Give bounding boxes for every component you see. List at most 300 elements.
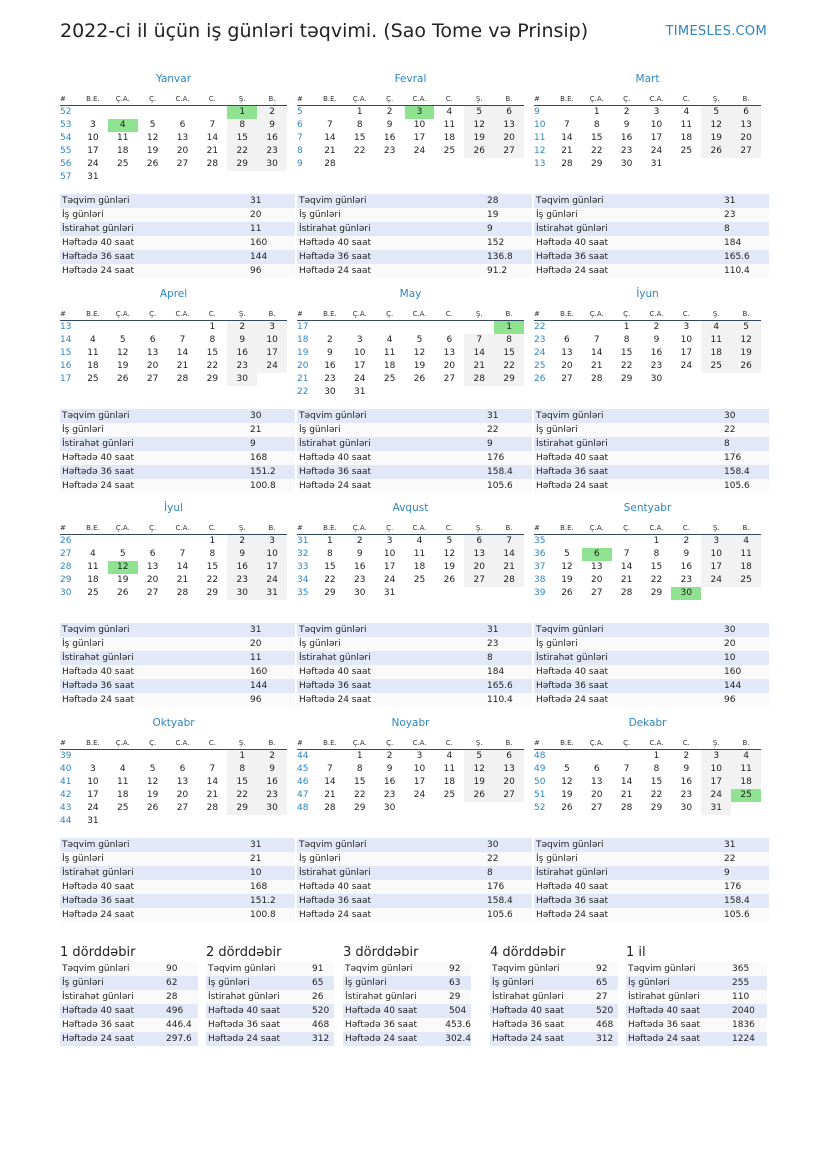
day-cell: 19 (443, 562, 456, 572)
stats-row (297, 236, 532, 250)
day-cell: 10 (87, 777, 99, 787)
stats-label: Həftədə 40 saat (62, 1006, 135, 1016)
day-cell: 15 (227, 776, 257, 789)
day-cell: 27 (731, 145, 761, 158)
day-cell: 6 (446, 335, 453, 345)
stats-label: Həftədə 40 saat (62, 238, 135, 248)
stats-label: Həftədə 36 saat (299, 681, 372, 691)
day-cell: 24 (257, 574, 287, 587)
day-cell: 21 (620, 790, 633, 800)
day-cell: 10 (87, 133, 99, 143)
day-cell: 3 (257, 321, 287, 334)
empty-cell (434, 386, 464, 399)
day-cell: 5 (119, 335, 126, 345)
week-number: 46 (297, 777, 309, 787)
stats-value: 30 (250, 411, 262, 421)
stats-label: Həftədə 36 saat (492, 1020, 565, 1030)
stats-label: Həftədə 36 saat (62, 681, 135, 691)
day-cell: 18 (701, 347, 731, 360)
month-grid (60, 308, 287, 386)
day-cell: 14 (206, 133, 219, 143)
weekday-header: C. (671, 308, 701, 321)
stats-value: 20 (250, 210, 262, 220)
week-number: 13 (534, 159, 546, 169)
day-cell: 22 (206, 575, 219, 585)
stats-row (297, 479, 532, 493)
weekday-header: Ç. (375, 308, 405, 321)
quarter-summary (626, 944, 767, 1046)
day-cell: 7 (494, 535, 524, 548)
stats-value: 100.8 (250, 910, 276, 920)
stats-value: 22 (724, 854, 736, 864)
day-cell: 6 (464, 535, 494, 548)
quarter-title: 2 dörddəbir (206, 945, 282, 960)
day-cell: 8 (653, 764, 660, 774)
stats-value: 29 (449, 992, 461, 1002)
stats-value: 468 (596, 1020, 614, 1030)
day-cell: 26 (443, 575, 456, 585)
day-cell: 27 (176, 159, 189, 169)
empty-cell (375, 321, 405, 334)
day-cell: 19 (561, 790, 573, 800)
stats-row (297, 409, 532, 423)
stats-label: Həftədə 24 saat (299, 481, 372, 491)
stats-row (60, 623, 295, 637)
stats-value: 31 (724, 840, 736, 850)
stats-row (534, 651, 769, 665)
weekday-header: C. (434, 93, 464, 106)
week-number: 15 (60, 348, 72, 358)
week-number: 27 (60, 549, 72, 559)
stats-value: 31 (250, 625, 262, 635)
stats-value: 96 (250, 266, 262, 276)
day-cell: 26 (146, 803, 159, 813)
weekday-header: C. (671, 522, 701, 535)
weekday-header: B. (257, 522, 287, 535)
day-cell: 17 (413, 777, 426, 787)
day-cell: 24 (383, 575, 396, 585)
day-cell: 20 (464, 561, 494, 574)
day-cell: 6 (494, 106, 524, 119)
day-cell: 24 (701, 789, 731, 802)
empty-cell (464, 386, 494, 399)
day-cell: 5 (416, 335, 423, 345)
day-cell: 5 (149, 120, 156, 130)
day-cell: 31 (87, 816, 99, 826)
day-cell: 1 (653, 751, 660, 761)
stats-row (60, 1018, 198, 1032)
day-cell: 22 (354, 146, 366, 156)
stats-value: 110 (732, 992, 750, 1002)
day-cell: 7 (327, 120, 333, 130)
stats-value: 28 (487, 196, 499, 206)
stats-value: 11 (250, 224, 262, 234)
week-number: 14 (60, 335, 72, 345)
stats-label: Həftədə 40 saat (62, 667, 135, 677)
day-cell: 1 (494, 321, 524, 334)
empty-cell (434, 321, 464, 334)
week-number: 28 (60, 562, 72, 572)
day-cell: 21 (206, 146, 219, 156)
day-cell: 13 (731, 119, 761, 132)
day-cell: 6 (179, 764, 186, 774)
stats-value: 28 (166, 992, 178, 1002)
day-cell: 18 (87, 361, 99, 371)
quarter-summary (343, 944, 471, 1046)
day-cell: 31 (257, 587, 287, 600)
weekday-header: Ş. (464, 93, 494, 106)
day-cell: 30 (227, 587, 257, 600)
stats-value: 1836 (732, 1020, 755, 1030)
stats-value: 19 (487, 210, 499, 220)
day-cell: 3 (405, 106, 435, 119)
stats-label: İstirahət günləri (62, 653, 134, 663)
stats-label: Təqvim günləri (62, 625, 130, 635)
day-cell: 5 (701, 106, 731, 119)
weekday-header: Ş. (464, 522, 494, 535)
stats-label: İstirahət günləri (62, 992, 134, 1002)
day-cell: 25 (443, 146, 456, 156)
day-cell: 24 (413, 790, 426, 800)
day-cell: 31 (87, 172, 99, 182)
stats-row (60, 866, 295, 880)
empty-cell (78, 106, 108, 119)
stats-row (490, 990, 618, 1004)
stats-value: 26 (312, 992, 324, 1002)
stats-value: 144 (250, 681, 268, 691)
stats-label: Həftədə 36 saat (299, 467, 372, 477)
month-grid (60, 93, 287, 184)
day-cell: 17 (87, 790, 99, 800)
month-calendar (60, 72, 287, 184)
weekday-header: C.A. (405, 93, 435, 106)
empty-cell (731, 802, 761, 815)
week-number: 35 (534, 536, 546, 546)
week-number-header: # (297, 522, 315, 535)
stats-row (534, 866, 769, 880)
day-cell: 16 (354, 562, 366, 572)
stats-label: İstirahət günləri (299, 439, 371, 449)
month-name: Oktyabr (152, 717, 195, 729)
weekday-header: B.E. (78, 308, 108, 321)
stats-value: 158.4 (724, 896, 750, 906)
week-number: 44 (297, 751, 309, 761)
day-cell: 6 (731, 106, 761, 119)
week-number: 49 (534, 764, 546, 774)
empty-cell (701, 373, 731, 386)
empty-cell (405, 321, 435, 334)
week-number: 57 (60, 172, 72, 182)
day-cell: 7 (179, 549, 186, 559)
day-cell: 25 (443, 790, 456, 800)
empty-cell (405, 386, 435, 399)
stats-row (206, 976, 334, 990)
stats-label: Həftədə 40 saat (299, 453, 372, 463)
day-cell: 28 (561, 159, 573, 169)
week-number: 29 (60, 575, 72, 585)
month-name: Noyabr (391, 717, 430, 729)
quarter-summary (60, 944, 198, 1046)
day-cell: 28 (620, 588, 633, 598)
empty-cell (138, 171, 168, 184)
day-cell: 3 (386, 536, 393, 546)
weekday-header: Ç. (375, 737, 405, 750)
stats-value: 255 (732, 978, 750, 988)
weekday-header: B. (731, 522, 761, 535)
stats-label: İstirahət günləri (536, 653, 608, 663)
week-number: 5 (297, 107, 303, 117)
day-cell: 5 (446, 536, 453, 546)
day-cell: 12 (146, 133, 159, 143)
month-calendar (60, 501, 287, 600)
week-number: 33 (297, 562, 309, 572)
stats-label: Təqvim günləri (62, 196, 130, 206)
day-cell: 13 (464, 548, 494, 561)
day-cell: 5 (564, 764, 570, 774)
weekday-header: B.E. (552, 522, 582, 535)
empty-cell (582, 321, 612, 334)
weekday-header: C. (197, 308, 227, 321)
stats-label: Həftədə 40 saat (62, 453, 135, 463)
day-cell: 3 (683, 322, 690, 332)
day-cell: 15 (620, 348, 633, 358)
stats-label: Həftədə 36 saat (208, 1020, 281, 1030)
weekday-header: C.A. (168, 737, 198, 750)
stats-label: İstirahət günləri (628, 992, 700, 1002)
day-cell: 2 (623, 107, 630, 117)
week-number: 34 (297, 575, 309, 585)
stats-value: 176 (487, 453, 505, 463)
stats-label: Həftədə 24 saat (208, 1034, 281, 1044)
day-cell: 14 (494, 548, 524, 561)
stats-label: İstirahət günləri (536, 224, 608, 234)
empty-cell (168, 535, 198, 548)
day-cell: 15 (494, 347, 524, 360)
day-cell: 17 (701, 776, 731, 789)
stats-row (534, 409, 769, 423)
week-number: 45 (297, 764, 309, 774)
stats-value: 165.6 (724, 252, 750, 262)
day-cell: 24 (650, 146, 663, 156)
day-cell: 25 (731, 574, 761, 587)
stats-row (60, 838, 295, 852)
week-number-header: # (297, 737, 315, 750)
stats-label: Təqvim günləri (345, 964, 413, 974)
day-cell: 20 (591, 790, 603, 800)
day-cell: 24 (354, 374, 366, 384)
day-cell: 13 (146, 562, 159, 572)
stats-row (297, 679, 532, 693)
day-cell: 30 (680, 803, 693, 813)
day-cell: 28 (464, 373, 494, 386)
day-cell: 5 (149, 764, 156, 774)
stats-value: 312 (312, 1034, 330, 1044)
day-cell: 10 (413, 764, 426, 774)
day-cell: 22 (650, 790, 663, 800)
day-cell: 21 (176, 575, 189, 585)
weekday-header: C.A. (405, 737, 435, 750)
stats-label: İş günləri (62, 210, 104, 220)
weekday-header: Ş. (701, 93, 731, 106)
stats-label: Həftədə 24 saat (536, 266, 609, 276)
day-cell: 26 (561, 803, 573, 813)
day-cell: 30 (257, 158, 287, 171)
day-cell: 15 (324, 562, 336, 572)
day-cell: 7 (209, 120, 216, 130)
stats-row (206, 1018, 334, 1032)
empty-cell (464, 158, 494, 171)
day-cell: 9 (327, 348, 333, 358)
day-cell: 25 (413, 575, 426, 585)
stats-value: 184 (487, 667, 505, 677)
week-number-header: # (60, 308, 78, 321)
day-cell: 19 (146, 146, 159, 156)
stats-label: Həftədə 40 saat (536, 453, 609, 463)
day-cell: 5 (464, 750, 494, 763)
stats-label: Həftədə 36 saat (62, 252, 135, 262)
day-cell: 21 (324, 790, 336, 800)
day-cell: 12 (464, 119, 494, 132)
weekday-header: C. (434, 737, 464, 750)
day-cell: 8 (653, 549, 660, 559)
stats-row (534, 479, 769, 493)
empty-cell (345, 321, 375, 334)
week-number: 35 (297, 588, 309, 598)
day-cell: 11 (383, 348, 396, 358)
stats-row (60, 236, 295, 250)
stats-value: 21 (250, 854, 262, 864)
day-cell: 27 (561, 374, 573, 384)
week-number: 41 (60, 777, 72, 787)
empty-cell (168, 321, 198, 334)
stats-value: 105.6 (487, 910, 513, 920)
empty-cell (108, 171, 138, 184)
day-cell: 18 (117, 146, 129, 156)
day-cell: 3 (356, 335, 363, 345)
month-name: Aprel (159, 288, 188, 300)
stats-value: 30 (487, 840, 499, 850)
day-cell: 21 (206, 790, 219, 800)
stats-row (60, 880, 295, 894)
stats-row (534, 637, 769, 651)
month-grid (297, 522, 524, 600)
stats-row (297, 908, 532, 922)
day-cell: 10 (680, 335, 693, 345)
empty-cell (671, 373, 701, 386)
day-cell: 21 (561, 146, 573, 156)
day-cell: 12 (701, 119, 731, 132)
empty-cell (108, 321, 138, 334)
stats-label: Təqvim günləri (62, 964, 130, 974)
weekday-header: Ç.A. (108, 737, 138, 750)
weekday-header: B. (494, 308, 524, 321)
stats-row (343, 1018, 471, 1032)
stats-value: 152 (487, 238, 505, 248)
stats-value: 9 (487, 439, 493, 449)
day-cell: 14 (561, 133, 573, 143)
stats-label: İş günləri (536, 639, 578, 649)
stats-row (343, 1032, 471, 1046)
month-calendar (297, 287, 524, 399)
week-number-header: # (534, 93, 552, 106)
day-cell: 18 (117, 790, 129, 800)
day-cell: 12 (561, 777, 573, 787)
stats-label: İş günləri (492, 978, 534, 988)
day-cell: 5 (731, 321, 761, 334)
day-cell: 12 (464, 763, 494, 776)
day-cell: 14 (176, 348, 189, 358)
week-number-header: # (534, 737, 552, 750)
week-number: 51 (534, 790, 546, 800)
day-cell: 2 (257, 750, 287, 763)
day-cell: 30 (227, 373, 257, 386)
week-number: 10 (534, 120, 546, 130)
stats-label: Təqvim günləri (628, 964, 696, 974)
day-cell: 19 (117, 575, 129, 585)
day-cell: 16 (680, 777, 693, 787)
stats-value: 312 (596, 1034, 614, 1044)
day-cell: 20 (176, 790, 189, 800)
stats-label: Həftədə 36 saat (536, 252, 609, 262)
weekday-header: Ç. (375, 522, 405, 535)
stats-value: 1224 (732, 1034, 755, 1044)
stats-label: İstirahət günləri (536, 439, 608, 449)
stats-value: 144 (724, 681, 742, 691)
day-cell: 5 (119, 549, 126, 559)
empty-cell (257, 171, 287, 184)
month-stats (534, 623, 769, 707)
stats-value: 10 (724, 653, 736, 663)
day-cell: 1 (623, 322, 630, 332)
empty-cell (197, 750, 227, 763)
day-cell: 10 (354, 348, 366, 358)
day-cell: 28 (324, 159, 336, 169)
stats-value: 22 (724, 425, 736, 435)
weekday-header: C.A. (642, 522, 672, 535)
empty-cell (78, 535, 108, 548)
stats-row (534, 423, 769, 437)
stats-value: 160 (250, 238, 268, 248)
week-number: 13 (60, 322, 72, 332)
stats-label: Təqvim günləri (299, 196, 367, 206)
day-cell: 23 (383, 146, 396, 156)
month-name: Fevral (394, 73, 427, 85)
day-cell: 17 (413, 133, 426, 143)
day-cell: 11 (117, 133, 129, 143)
day-cell: 18 (383, 361, 396, 371)
day-cell: 12 (443, 549, 456, 559)
weekday-header: B.E. (315, 93, 345, 106)
stats-value: 105.6 (724, 910, 750, 920)
day-cell: 5 (464, 106, 494, 119)
day-cell: 20 (443, 361, 456, 371)
day-cell: 2 (683, 536, 690, 546)
stats-value: 105.6 (487, 481, 513, 491)
week-number: 48 (534, 751, 546, 761)
stats-label: Həftədə 24 saat (299, 266, 372, 276)
day-cell: 12 (731, 334, 761, 347)
stats-row (60, 222, 295, 236)
weekday-header: B. (257, 308, 287, 321)
empty-cell (434, 158, 464, 171)
day-cell: 25 (117, 803, 129, 813)
weekday-header: B. (731, 93, 761, 106)
weekday-header: Ç. (612, 522, 642, 535)
brand-link[interactable]: TIMESLES.COM (665, 24, 767, 39)
stats-label: Həftədə 24 saat (62, 910, 135, 920)
stats-row (297, 437, 532, 451)
stats-value: 23 (724, 210, 736, 220)
